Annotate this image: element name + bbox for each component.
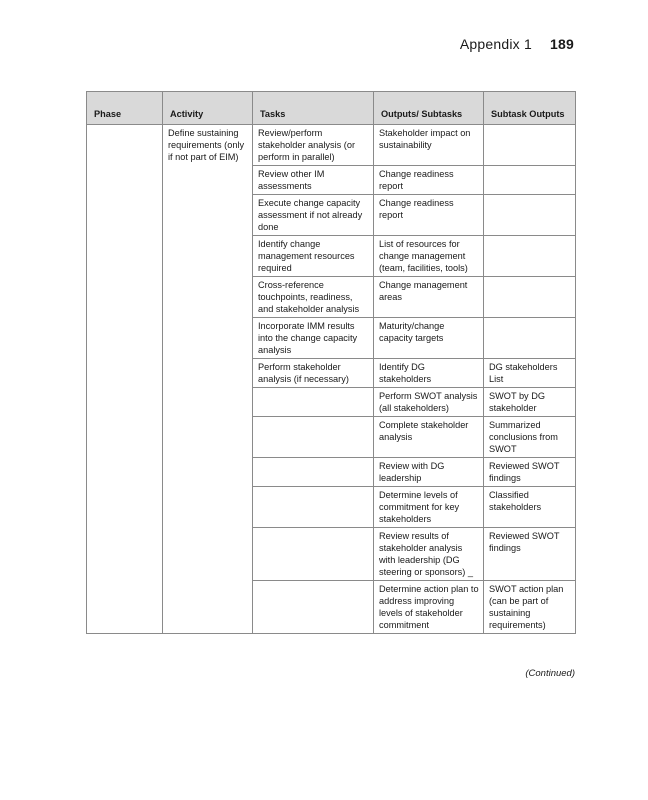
task-cell (253, 528, 374, 581)
subtask-output-cell (484, 195, 576, 236)
task-cell (253, 487, 374, 528)
output-cell: Stakeholder impact on sustainability (374, 125, 484, 166)
subtask-output-cell (484, 166, 576, 195)
task-cell (253, 581, 374, 634)
output-cell: Change management areas (374, 277, 484, 318)
subtask-output-cell (484, 318, 576, 359)
subtask-output-cell: Reviewed SWOT findings (484, 458, 576, 487)
task-cell: Incorporate IMM results into the change capacity analysis (253, 318, 374, 359)
task-cell: Execute change capacity assessment if not already done (253, 195, 374, 236)
task-cell: Review/perform stakeholder analysis (or perform in parallel) (253, 125, 374, 166)
continued-note: (Continued) (525, 668, 575, 679)
output-cell: Determine action plan to address improving levels of stakeholder commitment (374, 581, 484, 634)
subtask-output-cell: Summarized conclusions from SWOT (484, 417, 576, 458)
task-cell (253, 388, 374, 417)
subtask-output-cell (484, 277, 576, 318)
task-cell (253, 417, 374, 458)
output-cell: Identify DG stakeholders (374, 359, 484, 388)
table-row (87, 125, 576, 166)
subtask-output-cell: SWOT action plan (can be part of sustaining requirements) (484, 581, 576, 634)
subtask-output-cell (484, 125, 576, 166)
output-cell: Complete stakeholder analysis (374, 417, 484, 458)
task-cell: Cross-reference touchpoints, readiness, and stakeholder analysis (253, 277, 374, 318)
column-header-outputs: Outputs/ Subtasks (374, 92, 484, 125)
output-cell: Change readiness report (374, 166, 484, 195)
output-cell: Change readiness report (374, 195, 484, 236)
output-cell: Perform SWOT analysis (all stakeholders) (374, 388, 484, 417)
task-cell: Review other IM assessments (253, 166, 374, 195)
column-header-subtask-outputs: Subtask Outputs (484, 92, 576, 125)
subtask-output-cell (484, 236, 576, 277)
table-header-row (87, 92, 576, 125)
activity-cell: Define sustaining requirements (only if not part of EIM) (163, 125, 253, 634)
running-header (460, 36, 574, 52)
process-table (86, 91, 576, 634)
output-cell: List of resources for change management (team, facilities, tools) (374, 236, 484, 277)
task-cell (253, 458, 374, 487)
task-cell: Identify change management resources required (253, 236, 374, 277)
subtask-output-cell: Classified stakeholders (484, 487, 576, 528)
task-cell: Perform stakeholder analysis (if necessary) (253, 359, 374, 388)
subtask-output-cell: Reviewed SWOT findings (484, 528, 576, 581)
appendix-label: Appendix 1 (459, 36, 532, 52)
subtask-output-cell: DG stakeholders List (484, 359, 576, 388)
output-cell: Maturity/change capacity targets (374, 318, 484, 359)
output-cell: Review results of stakeholder analysis with leadership (DG steering or sponsors) _ (374, 528, 484, 581)
column-header-activity: Activity (163, 92, 253, 125)
phase-cell (87, 125, 163, 634)
column-header-phase: Phase (87, 92, 163, 125)
output-cell: Determine levels of commitment for key stakeholders (374, 487, 484, 528)
column-header-tasks: Tasks (253, 92, 374, 125)
page-number: 189 (550, 36, 574, 52)
output-cell: Review with DG leadership (374, 458, 484, 487)
subtask-output-cell: SWOT by DG stakeholder (484, 388, 576, 417)
